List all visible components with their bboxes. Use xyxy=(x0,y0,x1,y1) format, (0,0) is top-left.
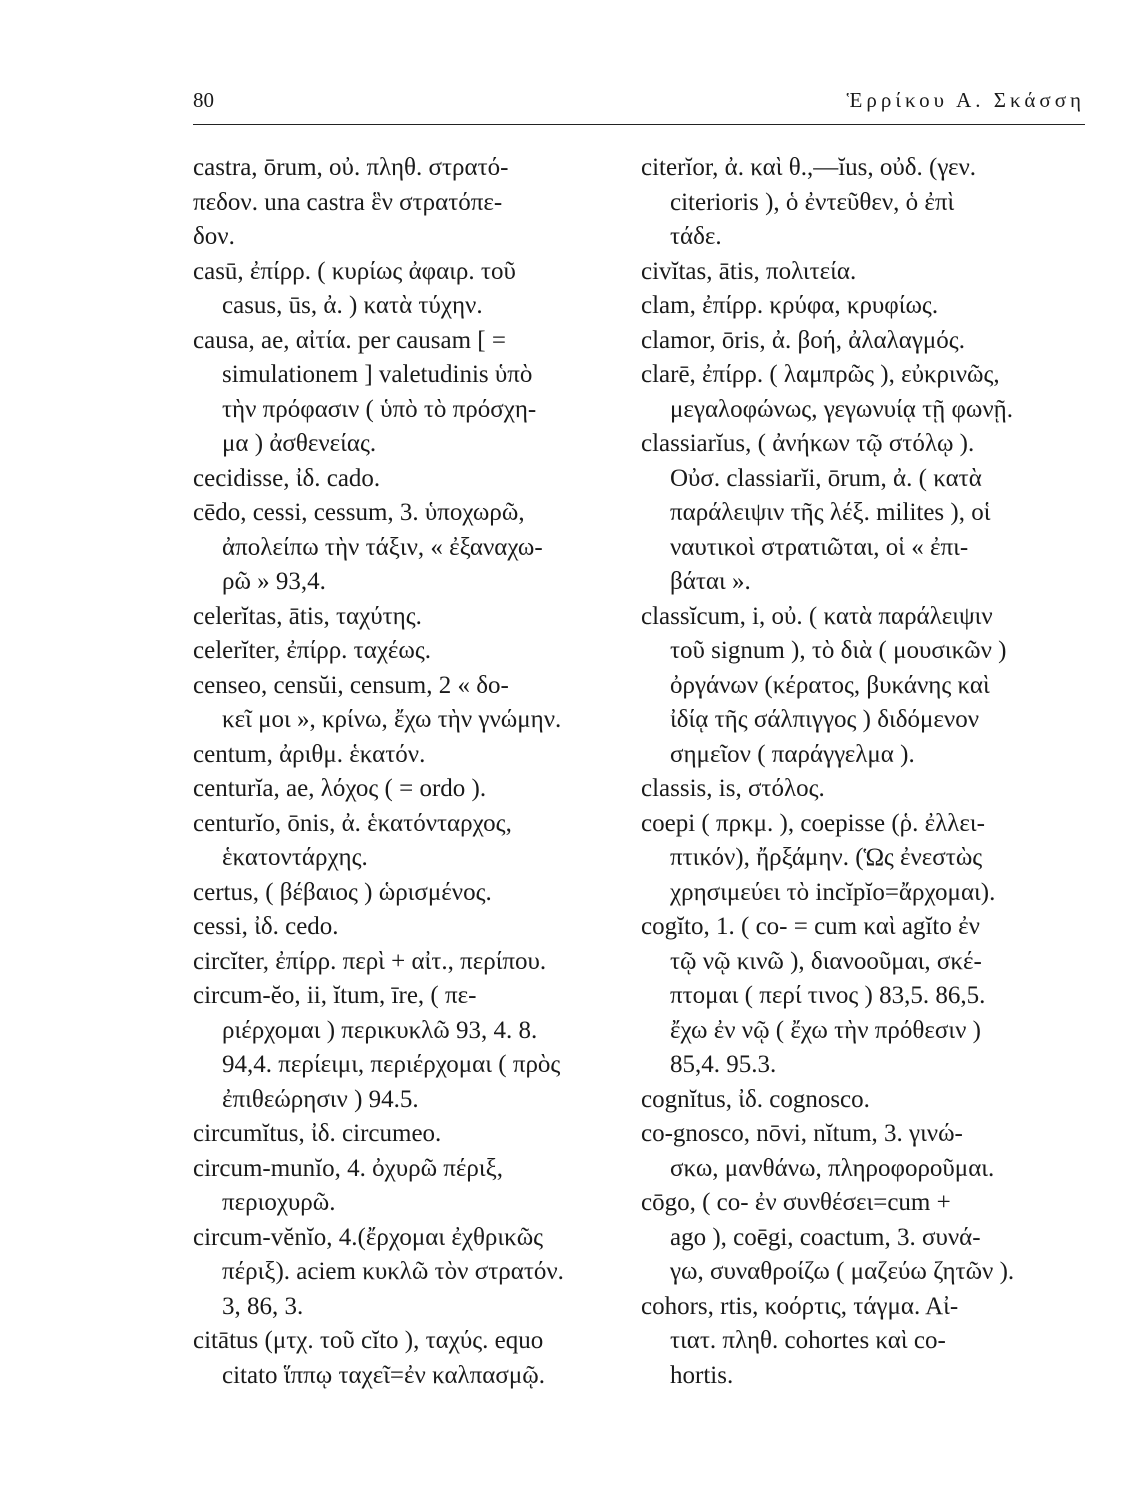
dictionary-line: casū, ἐπίρρ. ( κυρίως ἀφαιρ. τοῦ xyxy=(193,257,516,285)
page-number: 80 xyxy=(193,88,214,112)
dictionary-line: πεδον. una castra ἓν στρατόπε- xyxy=(193,188,503,216)
right-column xyxy=(641,151,1085,1393)
dictionary-line: βάται ». xyxy=(670,568,751,595)
dictionary-line: cogĭto, 1. ( co- = cum καὶ agĭto ἐν xyxy=(641,913,980,940)
dictionary-line: cōgo, ( co- ἐν συνθέσει=cum + xyxy=(641,1189,951,1216)
dictionary-line: civĭtas, ātis, πολιτεία. xyxy=(641,257,857,285)
dictionary-line: certus, ( βέβαιος ) ὡρισμένος. xyxy=(193,878,492,906)
dictionary-line: 85,4. 95.3. xyxy=(670,1051,777,1078)
dictionary-line: παράλειψιν τῆς λέξ. milites ), οἱ xyxy=(670,499,991,526)
dictionary-line: classĭcum, i, οὐ. ( κατὰ παράλειψιν xyxy=(641,602,993,630)
dictionary-line: τάδε. xyxy=(670,223,722,250)
dictionary-line: cohors, rtis, κοόρτις, τάγμα. Αἰ- xyxy=(641,1292,959,1320)
dictionary-line: ago ), coēgi, coactum, 3. συνά- xyxy=(670,1223,981,1251)
dictionary-line: κεῖ μοι », κρίνω, ἔχω τὴν γνώμην. xyxy=(222,706,562,733)
dictionary-line: cognĭtus, ἰδ. cognosco. xyxy=(641,1085,870,1113)
dictionary-line: circĭter, ἐπίρρ. περὶ + αἰτ., περίπου. xyxy=(193,947,547,975)
dictionary-line: cessi, ἰδ. cedo. xyxy=(193,913,339,940)
dictionary-line: μεγαλοφώνως, γεγωνυίᾳ τῇ φωνῇ. xyxy=(670,395,1013,423)
dictionary-line: centurĭa, ae, λόχος ( = ordo ). xyxy=(193,775,487,802)
dictionary-line: circum-vĕnĭo, 4.(ἔρχομαι ἐχθρικῶς xyxy=(193,1223,544,1251)
dictionary-line: ἀπολείπω τὴν τάξιν, « ἐξαναχω- xyxy=(222,533,543,561)
dictionary-line: ριέρχομαι ) περικυκλῶ 93, 4. 8. xyxy=(222,1016,538,1044)
left-column xyxy=(193,151,611,1393)
page-header xyxy=(193,88,1085,122)
dictionary-line: σκω, μανθάνω, πληροφοροῦμαι. xyxy=(670,1154,995,1182)
dictionary-line: clamor, ōris, ἀ. βοή, ἀλαλαγμός. xyxy=(641,326,965,354)
dictionary-line: citerĭor, ἀ. καὶ θ.,—ĭus, οὐδ. (γεν. xyxy=(641,154,977,181)
dictionary-line: classis, is, στόλος. xyxy=(641,775,825,802)
dictionary-line: circum-munĭo, 4. ὀχυρῶ πέριξ, xyxy=(193,1154,503,1182)
dictionary-line: 3, 86, 3. xyxy=(222,1292,304,1320)
dictionary-line: χρησιμεύει τὸ incĭpĭo=ἄρχομαι). xyxy=(670,878,996,906)
dictionary-line: δον. xyxy=(193,223,235,250)
dictionary-line: περιοχυρῶ. xyxy=(222,1189,336,1216)
dictionary-line: τοῦ signum ), τὸ διὰ ( μουσικῶν ) xyxy=(670,637,1007,664)
dictionary-line: μα ) ἀσθενείας. xyxy=(222,430,377,457)
running-head: Ἑρρίκου Α. Σκάσση xyxy=(846,88,1085,112)
dictionary-line: centurĭo, ōnis, ἀ. ἑκατόνταρχος, xyxy=(193,809,512,837)
dictionary-line: ἑκατοντάρχης. xyxy=(222,844,368,871)
dictionary-line: clarē, ἐπίρρ. ( λαμπρῶς ), εὐκρινῶς, xyxy=(641,361,1000,388)
dictionary-line: casus, ūs, ἀ. ) κατὰ τύχην. xyxy=(222,292,483,319)
dictionary-line: classiarĭus, ( ἀνήκων τῷ στόλῳ ). xyxy=(641,430,975,457)
dictionary-line: ἐπιθεώρησιν ) 94.5. xyxy=(222,1085,419,1113)
dictionary-line: 94,4. περίειμι, περιέρχομαι ( πρὸς xyxy=(222,1051,561,1078)
dictionary-line: πέριξ). aciem κυκλῶ τὸν στρατόν. xyxy=(222,1258,564,1285)
dictionary-line: τῷ νῷ κινῶ ), διανοοῦμαι, σκέ- xyxy=(670,947,982,975)
dictionary-line: τιατ. πληθ. cohortes καὶ co- xyxy=(670,1327,946,1354)
dictionary-line: πτικόν), ἤρξάμην. (Ὡς ἐνεστὼς xyxy=(670,844,983,871)
dictionary-line: censeo, censŭi, censum, 2 « δο- xyxy=(193,671,509,699)
dictionary-line: centum, ἀριθμ. ἑκατόν. xyxy=(193,740,426,768)
dictionary-line: τὴν πρόφασιν ( ὑπὸ τὸ πρόσχη- xyxy=(222,395,537,423)
dictionary-line: ρῶ » 93,4. xyxy=(222,568,326,595)
dictionary-line: Οὐσ. classiarĭi, ōrum, ἀ. ( κατὰ xyxy=(670,464,982,492)
dictionary-line: γω, συναθροίζω ( μαζεύω ζητῶν ). xyxy=(670,1258,1015,1285)
dictionary-line: castra, ōrum, οὐ. πληθ. στρατό- xyxy=(193,154,509,181)
dictionary-line: πτομαι ( περί τινος ) 83,5. 86,5. xyxy=(670,982,986,1009)
dictionary-line: cēdo, cessi, cessum, 3. ὑποχωρῶ, xyxy=(193,499,525,526)
header-rule xyxy=(193,124,1085,125)
dictionary-line: citato ἵππῳ ταχεῖ=ἐν καλπασμῷ. xyxy=(222,1361,545,1389)
dictionary-line: σημεῖον ( παράγγελμα ). xyxy=(670,740,915,768)
dictionary-line: ὀργάνων (κέρατος, βυκάνης καὶ xyxy=(670,671,990,699)
dictionary-line: clam, ἐπίρρ. κρύφα, κρυφίως. xyxy=(641,292,939,319)
dictionary-line: celerĭter, ἐπίρρ. ταχέως. xyxy=(193,637,432,664)
dictionary-line: circum-ĕo, ii, ĭtum, īre, ( πε- xyxy=(193,982,477,1009)
dictionary-line: celerĭtas, ātis, ταχύτης. xyxy=(193,602,422,630)
dictionary-line: citātus (μτχ. τοῦ cĭto ), ταχύς. equo xyxy=(193,1327,544,1354)
dictionary-line: co-gnosco, nōvi, nĭtum, 3. γινώ- xyxy=(641,1120,963,1147)
dictionary-line: causa, ae, αἰτία. per causam [ = xyxy=(193,326,506,354)
dictionary-line: simulationem ] valetudinis ὑπὸ xyxy=(222,361,533,388)
dictionary-line: ναυτικοὶ στρατιῶται, οἱ « ἐπι- xyxy=(670,533,969,561)
dictionary-line: hortis. xyxy=(670,1361,734,1389)
dictionary-line: ἰδίᾳ τῆς σάλπιγγος ) διδόμενον xyxy=(670,706,980,733)
dictionary-line: citerioris ), ὁ ἐντεῦθεν, ὁ ἐπὶ xyxy=(670,188,955,216)
dictionary-line: cecidisse, ἰδ. cado. xyxy=(193,464,381,492)
dictionary-line: circumĭtus, ἰδ. circumeo. xyxy=(193,1120,442,1147)
dictionary-line: coepi ( πρκμ. ), coepisse (ῥ. ἐλλει- xyxy=(641,809,985,837)
dictionary-line: ἔχω ἐν νῷ ( ἔχω τὴν πρόθεσιν ) xyxy=(670,1016,981,1044)
